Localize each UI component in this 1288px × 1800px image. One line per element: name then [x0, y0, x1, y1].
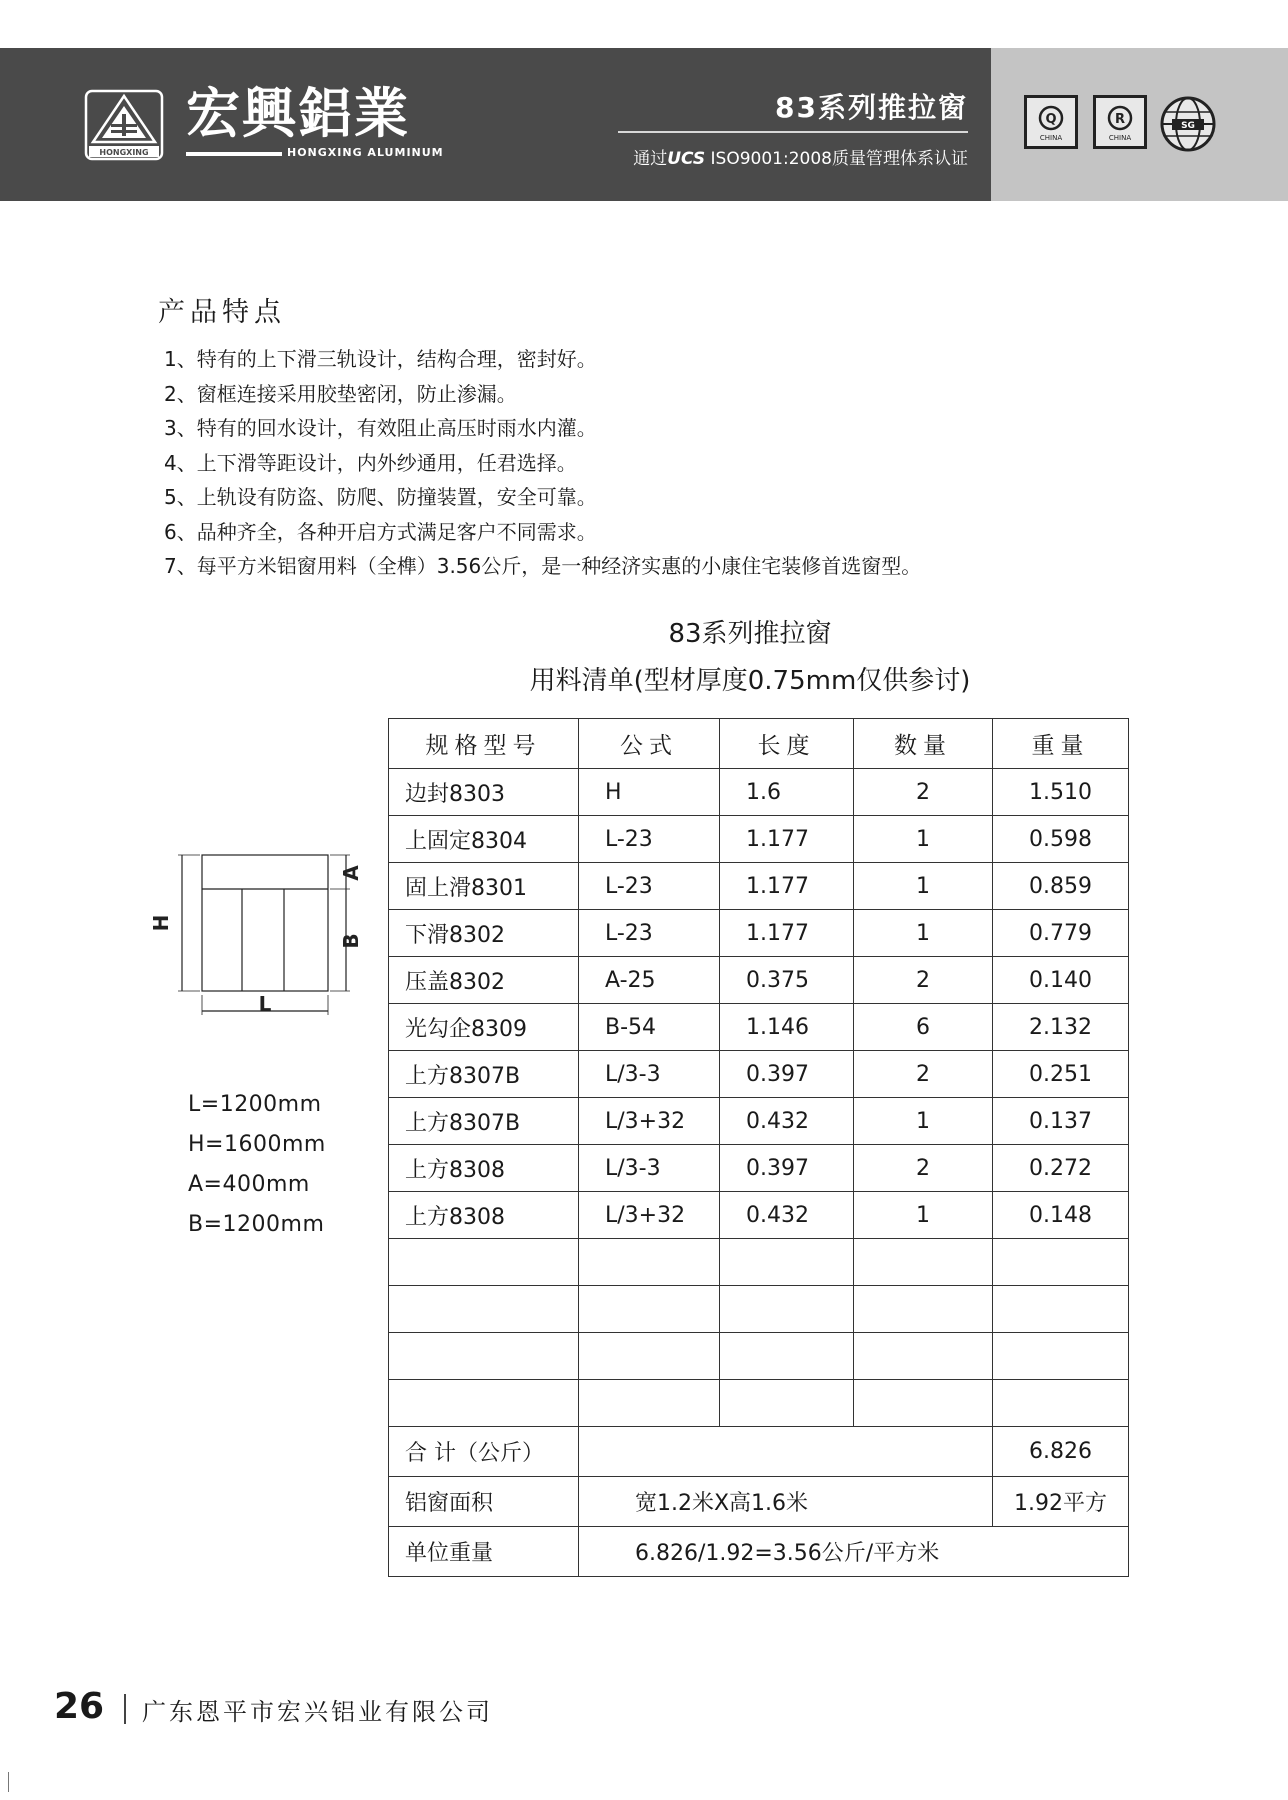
label-l: L [258, 992, 272, 1016]
cell-formula: L-23 [579, 863, 720, 910]
table-row-empty [389, 1286, 1129, 1333]
cell-weight [993, 1380, 1129, 1427]
svg-text:R: R [1114, 112, 1126, 127]
cell-length: 0.397 [720, 1145, 854, 1192]
dimension-b: B=1200mm [188, 1212, 325, 1237]
cell-model: 上固定8304 [389, 816, 579, 863]
cell-formula: L-23 [579, 816, 720, 863]
cell-formula [579, 1239, 720, 1286]
cell-weight [993, 1239, 1129, 1286]
label-a: A [339, 865, 363, 881]
feature-item: 3、特有的回水设计，有效阻止高压时雨水内灌。 [164, 416, 597, 440]
cell-model: 光勾企8309 [389, 1004, 579, 1051]
cell-quantity: 6 [854, 1004, 993, 1051]
cell-quantity [854, 1239, 993, 1286]
table-row [389, 1145, 1129, 1192]
footer-divider [124, 1694, 126, 1724]
svg-text:Q: Q [1045, 112, 1057, 127]
cell-model: 固上滑8301 [389, 863, 579, 910]
cell-weight: 0.779 [993, 910, 1129, 957]
cell-quantity: 1 [854, 910, 993, 957]
cell-length: 0.432 [720, 1192, 854, 1239]
series-title: 83系列推拉窗 [775, 91, 968, 124]
cert-text: ISO9001:2008质量管理体系认证 [705, 149, 968, 169]
table-row [389, 816, 1129, 863]
features-title: 产品特点 [158, 297, 286, 328]
window-diagram [149, 845, 370, 1025]
company-name: 广东恩平市宏兴铝业有限公司 [142, 1698, 493, 1726]
unit-weight-row [389, 1527, 1129, 1577]
svg-text:HONGXING: HONGXING [99, 148, 149, 157]
cell-length [720, 1286, 854, 1333]
svg-text:CHINA: CHINA [1039, 134, 1063, 142]
crop-mark [8, 1772, 9, 1792]
cell-length: 0.375 [720, 957, 854, 1004]
cell-weight: 0.598 [993, 816, 1129, 863]
cell-weight: 0.148 [993, 1192, 1129, 1239]
material-list-table [388, 718, 1129, 1577]
cell-length: 1.146 [720, 1004, 854, 1051]
cell-quantity [854, 1380, 993, 1427]
table-subtitle: 用料清单(型材厚度0.75mm仅供参讨) [529, 666, 971, 696]
cell-quantity: 2 [854, 769, 993, 816]
cert-prefix: 通过 [633, 149, 668, 169]
table-row [389, 1051, 1129, 1098]
svg-text:SG: SG [1181, 121, 1195, 131]
cell-formula [579, 1286, 720, 1333]
q-china-badge-icon [1024, 95, 1078, 149]
cell-quantity [854, 1286, 993, 1333]
ucs-mark: UCS [667, 149, 706, 169]
col-header-length: 长度 [720, 719, 854, 769]
label-b: B [339, 933, 363, 949]
area-value: 1.92平方 [993, 1477, 1129, 1527]
cell-length: 1.177 [720, 863, 854, 910]
cell-quantity: 1 [854, 1098, 993, 1145]
cell-model [389, 1380, 579, 1427]
cell-model [389, 1333, 579, 1380]
cell-quantity [854, 1333, 993, 1380]
cell-model: 上方8307B [389, 1051, 579, 1098]
cell-quantity: 1 [854, 1192, 993, 1239]
total-value: 6.826 [993, 1427, 1129, 1477]
cell-formula: L/3+32 [579, 1098, 720, 1145]
cell-length: 0.397 [720, 1051, 854, 1098]
table-row [389, 769, 1129, 816]
svg-text:CHINA: CHINA [1108, 134, 1132, 142]
cell-formula: L/3+32 [579, 1192, 720, 1239]
cell-model: 上方8308 [389, 1192, 579, 1239]
table-title: 83系列推拉窗 [668, 619, 832, 649]
area-text: 宽1.2米X高1.6米 [579, 1477, 993, 1527]
table-row-empty [389, 1333, 1129, 1380]
unit-weight-label: 单位重量 [389, 1527, 579, 1577]
cell-model [389, 1239, 579, 1286]
col-header-weight: 重量 [993, 719, 1129, 769]
cell-quantity: 2 [854, 1145, 993, 1192]
table-header-row [389, 719, 1129, 769]
table-row [389, 957, 1129, 1004]
dimension-a: A=400mm [188, 1172, 310, 1197]
cell-formula: L-23 [579, 910, 720, 957]
cell-weight: 0.251 [993, 1051, 1129, 1098]
window-frame [202, 855, 328, 991]
cell-formula [579, 1333, 720, 1380]
feature-item: 1、特有的上下滑三轨设计，结构合理，密封好。 [164, 347, 597, 371]
cell-model: 上方8308 [389, 1145, 579, 1192]
area-row [389, 1477, 1129, 1527]
header-divider [618, 131, 968, 133]
cell-model: 边封8303 [389, 769, 579, 816]
feature-item: 5、上轨设有防盗、防爬、防撞装置，安全可靠。 [164, 485, 597, 509]
table-row [389, 1004, 1129, 1051]
label-h: H [149, 914, 173, 932]
brand-stripe [186, 152, 282, 156]
cell-weight: 2.132 [993, 1004, 1129, 1051]
cell-formula: B-54 [579, 1004, 720, 1051]
cell-length [720, 1239, 854, 1286]
table-row-empty [389, 1239, 1129, 1286]
cell-length: 1.177 [720, 910, 854, 957]
certification-line [600, 144, 968, 169]
cell-length: 1.6 [720, 769, 854, 816]
unit-weight-text: 6.826/1.92=3.56公斤/平方米 [579, 1527, 1129, 1577]
cell-model: 下滑8302 [389, 910, 579, 957]
cell-model [389, 1286, 579, 1333]
cell-model: 压盖8302 [389, 957, 579, 1004]
sg-globe-badge-icon [1160, 96, 1216, 152]
feature-item: 2、窗框连接采用胶垫密闭，防止渗漏。 [164, 381, 517, 406]
brand-chinese-name: 宏興鋁業 [186, 82, 410, 145]
r-china-badge-icon [1093, 95, 1147, 149]
feature-item: 6、品种齐全，各种开启方式满足客户不同需求。 [164, 519, 597, 544]
table-row-empty [389, 1380, 1129, 1427]
table-row [389, 1192, 1129, 1239]
page-number: 26 [54, 1686, 105, 1727]
feature-item: 7、每平方米铝窗用料（全榫）3.56公斤，是一种经济实惠的小康住宅装修首选窗型。 [164, 554, 922, 578]
col-header-formula: 公式 [579, 719, 720, 769]
cell-quantity: 1 [854, 863, 993, 910]
cell-length [720, 1380, 854, 1427]
cell-formula: H [579, 769, 720, 816]
col-header-model: 规格型号 [389, 719, 579, 769]
cell-weight [993, 1333, 1129, 1380]
area-label: 铝窗面积 [389, 1477, 579, 1527]
dimension-list [188, 1085, 326, 1245]
cell-formula [579, 1380, 720, 1427]
cell-length [720, 1333, 854, 1380]
brand-english-name: HONGXING ALUMINUM [284, 146, 447, 159]
cell-model: 上方8307B [389, 1098, 579, 1145]
cell-quantity: 2 [854, 957, 993, 1004]
cell-weight: 0.140 [993, 957, 1129, 1004]
cell-quantity: 1 [854, 816, 993, 863]
cell-formula: L/3-3 [579, 1145, 720, 1192]
total-row [389, 1427, 1129, 1477]
feature-item: 4、上下滑等距设计，内外纱通用，任君选择。 [164, 450, 577, 475]
table-row [389, 910, 1129, 957]
cell-length: 0.432 [720, 1098, 854, 1145]
hongxing-logo-icon [85, 90, 163, 160]
col-header-quantity: 数量 [854, 719, 993, 769]
cell-length: 1.177 [720, 816, 854, 863]
table-row [389, 863, 1129, 910]
cell-weight: 0.859 [993, 863, 1129, 910]
features-list [164, 342, 921, 584]
cell-weight [993, 1286, 1129, 1333]
cell-weight: 1.510 [993, 769, 1129, 816]
cell-weight: 0.137 [993, 1098, 1129, 1145]
cell-formula: A-25 [579, 957, 720, 1004]
dimension-h: H=1600mm [188, 1132, 326, 1157]
cell-formula: L/3-3 [579, 1051, 720, 1098]
total-label: 合 计（公斤） [389, 1427, 579, 1477]
cell-weight: 0.272 [993, 1145, 1129, 1192]
cell-quantity: 2 [854, 1051, 993, 1098]
total-spacer [579, 1427, 993, 1477]
dimension-l: L=1200mm [188, 1092, 322, 1117]
table-row [389, 1098, 1129, 1145]
